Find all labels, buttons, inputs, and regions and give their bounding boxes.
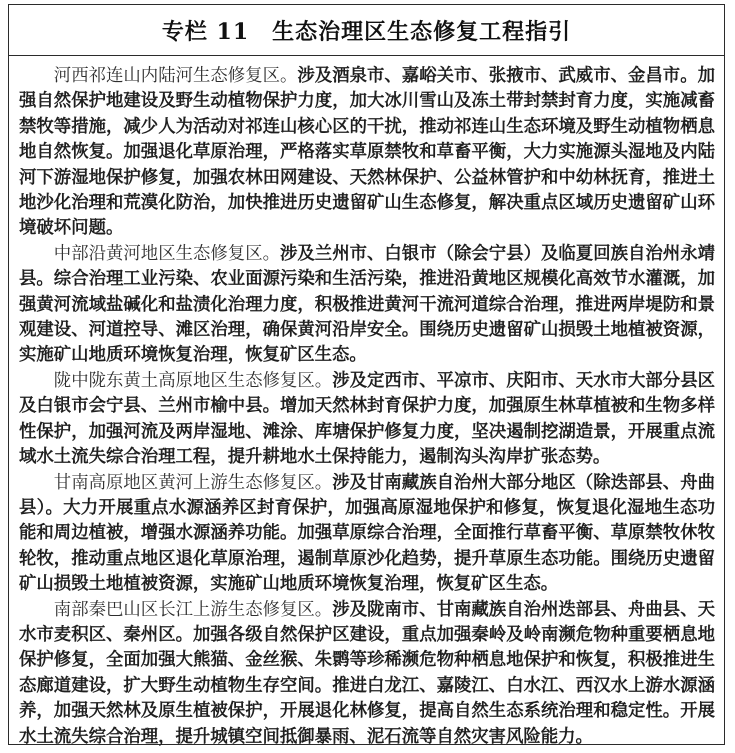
region-description: 涉及甘南藏族自治州大部分地区（除迭部县、舟曲县）。大力开展重点水源涵养区封育保护，加强高原湿地保护和修复，恢复退化湿地生态功能和周边植被，增强水源涵养功能。加强草原综合治理，全面推行草畜平衡、草原禁牧休牧轮牧，推动重点地区退化草原治理，遏制草原沙化趋势，提升草原生态功能。围绕历史遗留矿山损毁土地植被资源，实施矿山地质环境恢复治理，恢复矿区生态。 [19, 472, 715, 595]
panel-body [9, 56, 724, 750]
region-paragraph [19, 242, 715, 369]
region-name: 甘南高原地区黄河上游生态修复区。 [53, 472, 333, 493]
region-name: 陇中陇东黄土高原地区生态修复区。 [53, 370, 333, 391]
region-description: 涉及兰州市、白银市（除会宁县）及临夏回族自治州永靖县。综合治理工业污染、农业面源污染和生活污染，推进沿黄地区规模化高效节水灌溉，加强黄河流域盐碱化和盐渍化治理力度，积极推进黄河干流河道综合治理，推进两岸堤防和景观建设、河道控导、滩区治理，确保黄河沿岸安全。围绕历史遗留矿山损毁土地植被资源，实施矿山地质环境恢复治理，恢复矿区生态。 [19, 243, 715, 366]
region-paragraph [19, 471, 715, 598]
region-name: 河西祁连山内陆河生态修复区。 [53, 66, 298, 86]
region-name: 中部沿黄河地区生态修复区。 [53, 243, 280, 264]
region-paragraph [19, 64, 715, 242]
panel-title: 专栏 11 生态治理区生态修复工程指引 [9, 5, 724, 56]
region-paragraph [19, 598, 715, 750]
column-11-panel [8, 4, 725, 745]
region-name: 南部秦巴山区长江上游生态修复区。 [53, 599, 333, 620]
region-description: 涉及定西市、平凉市、庆阳市、天水市大部分县区及白银市会宁县、兰州市榆中县。增加天然林封育保护力度，加强原生林草植被和生物多样性保护，加强河流及两岸湿地、滩涂、库塘保护修复力度，坚决遏制挖湖造景，开展重点流域水土流失综合治理工程，提升耕地水土保持能力，遏制沟头沟岸扩张态势。 [19, 370, 715, 468]
region-description: 涉及酒泉市、嘉峪关市、张掖市、武威市、金昌市。加强自然保护地建设及野生动植物保护力度，加大冰川雪山及冻土带封禁封育力度，实施减畜禁牧等措施，减少人为活动对祁连山核心区的干扰，推动祁连山生态环境及野生动植物栖息地自然恢复。加强退化草原治理，严格落实草原禁牧和草畜平衡，大力实施源头湿地及内陆河下游湿地保护修复，加强农林田网建设、天然林保护、公益林管护和中幼林抚育，推进土地沙化治理和荒漠化防治，加快推进历史遗留矿山生态修复，解决重点区域历史遗留矿山环境破坏问题。 [19, 66, 715, 239]
region-description: 涉及陇南市、甘南藏族自治州迭部县、舟曲县、天水市麦积区、秦州区。加强各级自然保护区建设，重点加强秦岭及岭南濒危物种重要栖息地保护修复，全面加强大熊猫、金丝猴、朱鹮等珍稀濒危物种栖息地保护和恢复，积极推进生态廊道建设，扩大野生动植物生存空间。推进白龙江、嘉陵江、白水江、西汉水上游水源涵养，加强天然林及原生植被保护，开展退化林修复，提高自然生态系统治理和稳定性。开展水土流失综合治理，提升城镇空间抵御暴雨、泥石流等自然灾害风险能力。 [19, 599, 715, 747]
region-paragraph [19, 369, 715, 471]
